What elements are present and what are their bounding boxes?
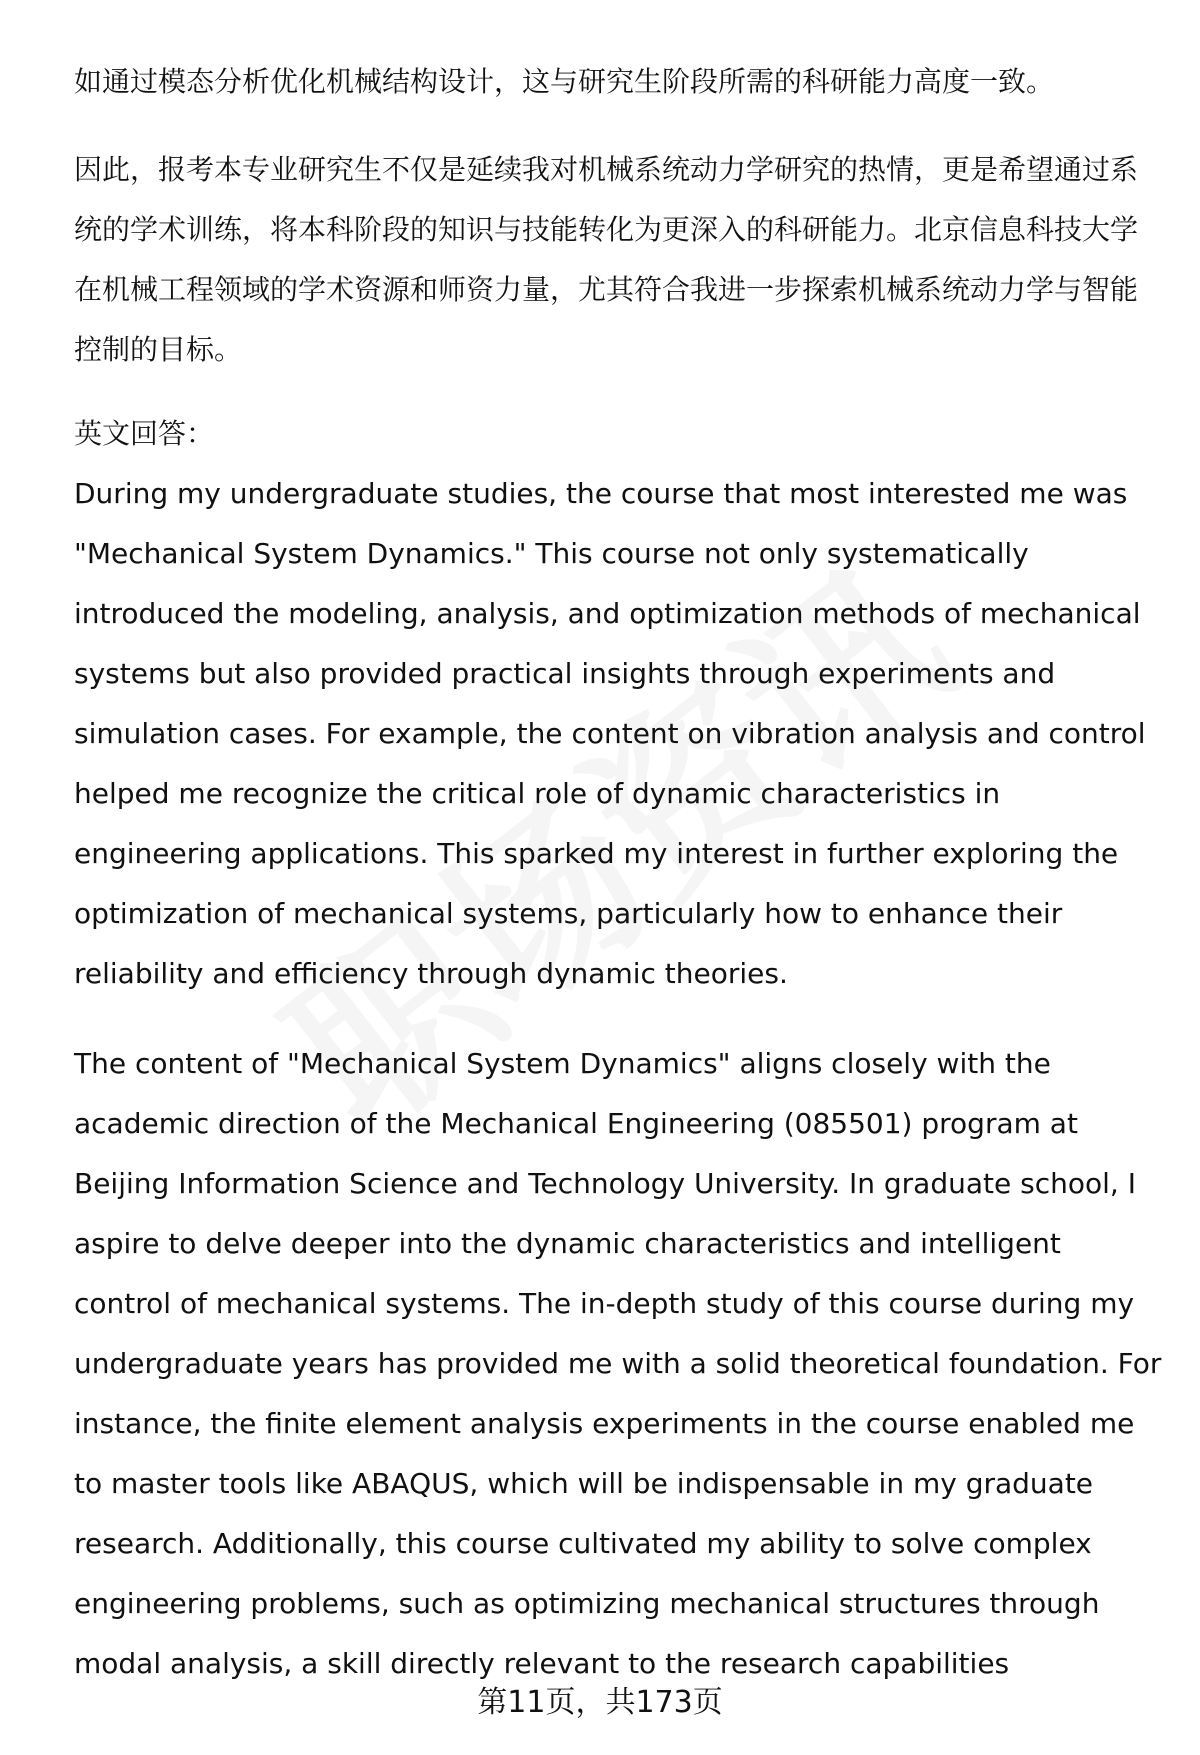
paragraph-zh-1: 如通过模态分析优化机械结构设计，这与研究生阶段所需的科研能力高度一致。 bbox=[74, 65, 1055, 98]
paragraph-zh-2: 因此，报考本专业研究生不仅是延续我对机械系统动力学研究的热情，更是希望通过系统的学术训练，将本科阶段的知识与技能转化为更深入的科研能力。北京信息科技大学在机械工程领域的学术资源和师资力量，尤其符合我进一步探索机械系统动力学与智能控制的目标。 bbox=[74, 153, 1139, 366]
english-answer-label: 英文回答： bbox=[74, 417, 215, 450]
paragraph-en-2: The content of "Mechanical System Dynamics" aligns closely with the academic direction of the Mechanical Engineering (085501) program at Beijing Information Science and Technology University. In graduate school, I aspire to delve deeper into the dynamic characteristics and intelligent control of mechanical systems. The in-depth study of this course during my undergraduate years has provided me with a solid theoretical foundation. For instance, the finite element analysis experiments in the course enabled me to master tools like ABAQUS, which will be indispensable in my graduate research. Additionally, this course cultivated my ability to solve complex engineering problems, such as optimizing mechanical structures through modal analysis, a skill directly relevant to the research capabilities bbox=[74, 1047, 1162, 1680]
document-body bbox=[74, 52, 1164, 1694]
page-footer: 第11页，共173页 bbox=[477, 1685, 723, 1720]
paragraph-en-1: During my undergraduate studies, the course that most interested me was "Mechanical System Dynamics." This course not only systematically introduced the modeling, analysis, and optimization methods of mechanical systems but also provided practical insights through experiments and simulation cases. For example, the content on vibration analysis and control helped me recognize the critical role of dynamic characteristics in engineering applications. This sparked my interest in further exploring the optimization of mechanical systems, particularly how to enhance their reliability and efficiency through dynamic theories. bbox=[74, 477, 1146, 990]
